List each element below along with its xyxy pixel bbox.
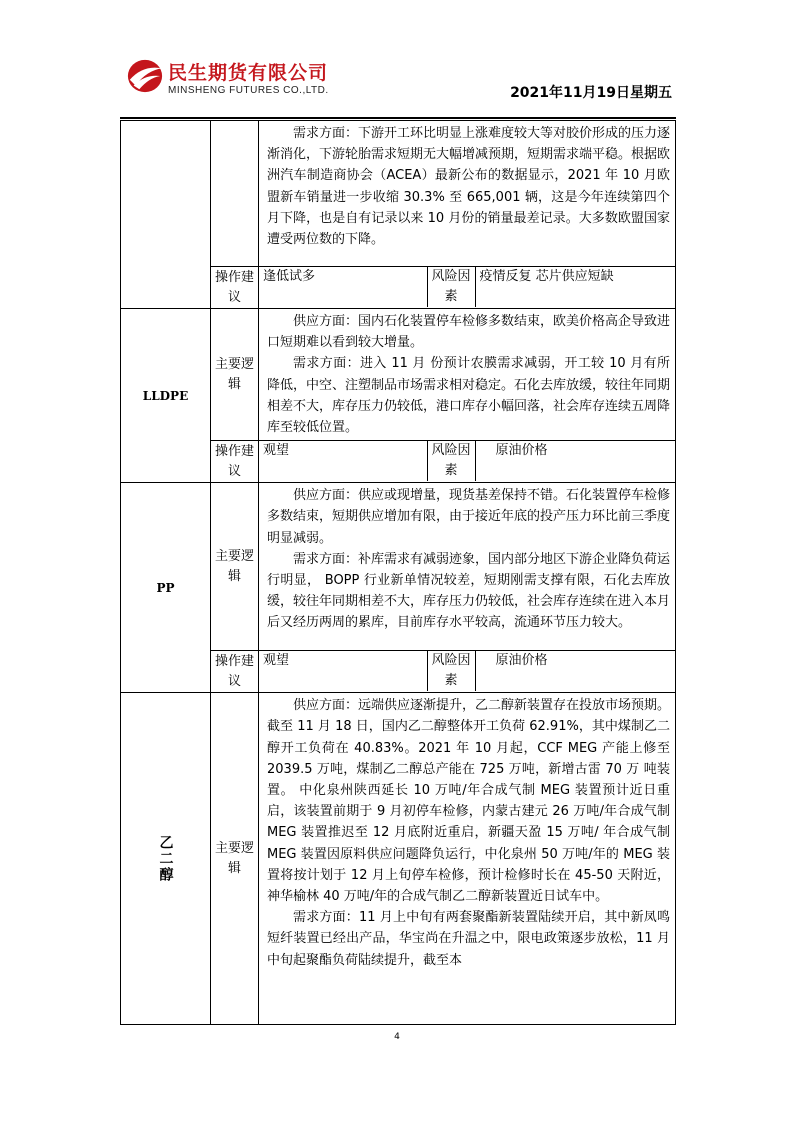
operation-label: 操作建议 [211,651,259,693]
advice-value: 逢低试多 [263,269,316,284]
table-row-lldpe-logic [121,309,676,441]
product-cell: PP [121,483,211,693]
table-row-meg-logic [121,693,676,1025]
risk-label: 风险因素 [427,267,475,307]
product-cell: LLDPE [121,309,211,483]
ops-subtable [259,441,675,481]
logic-paragraph: 供应方面：远端供应逐渐提升，乙二醇新装置存在投放市场预期。截至 11 月 18 日，国内乙二醇整体开工负荷 62.91%，其中煤制乙二醇开工负荷在 40.83%。2021 年 10 月起，CCF MEG 产能上修至 2039.5 万吨，煤制乙二醇总产能在 725 万吨，新增古雷 70 万 吨装置。 中化泉州陕西延长 10 万吨/年合成气制 MEG 装置预计近日重启，该装置前期于 9 月初停车检修，内蒙古建元 26 万吨/年合成气制 MEG 装置推迟至 12 月底附近重启，新疆天盈 15 万吨/ 年合成气制 MEG 装置因原料供应问题降负运行，中化泉州 50 万吨/年的 MEG 装置将按计划于 12 月上旬停车检修，预计检修时长在 45-50 天附近，神华榆林 40 万吨/年的合成气制乙二醇新装置近日试车中。 [267,698,671,905]
logic-label: 主要逻辑 [211,309,259,441]
product-cell [121,693,211,1025]
risk-label: 风险因素 [427,441,475,481]
logic-label: 主要逻辑 [211,693,259,1025]
logic-paragraph: 需求方面：补库需求有减弱迹象，国内部分地区下游企业降负荷运行明显， BOPP 行业新单情况较差，短期刚需支撑有限，石化去库放缓，较往年同期相差不大，库存压力仍较低，社会库存连续在进入本月后又经历两周的累库，目前库存水平较高，流通环节压力较大。 [267,551,671,631]
risk-value: 原油价格 [475,441,675,481]
logic-paragraph: 需求方面：11 月上中旬有两套聚酯新装置陆续开启，其中新凤鸣短纤装置已经出产品，华宝尚在升温之中，限电政策逐步放松，11 月中旬起聚酯负荷陆续提升，截至本 [267,910,670,968]
operation-label: 操作建议 [211,441,259,483]
minsheng-logo-icon [126,56,164,96]
logic-paragraph: 需求方面：下游开工环比明显上涨难度较大等对胶价形成的压力逐渐消化，下游轮胎需求短期无大幅增减预期，短期需求端平稳。根据欧洲汽车制造商协会（ACEA）最新公布的数据显示，2021 年 10 月欧盟新车销量进一步收缩 30.3% 至 665,001 辆，这是今年连续第四个月下降，也是自有记录以来 10 月份的销量最差记录。大多数欧盟国家遭受两位数的下降。 [267,126,671,248]
operation-label: 操作建议 [211,267,259,309]
logic-content [259,483,676,651]
advice-value: 观望 [263,653,290,669]
logic-paragraph: 需求方面：进入 11 月 份预计农膜需求减弱，开工较 10 月有所降低，中空、注塑制品市场需求相对稳定。石化去库放缓，较往年同期相差不大，库存压力仍较低，港口库存小幅回落，社会库存连续五周降库至较低位置。 [267,356,671,436]
logic-label: 主要逻辑 [211,483,259,651]
logic-paragraph: 供应方面：国内石化装置停车检修多数结束，欧美价格高企导致进口短期难以看到较大增量。 [267,314,671,351]
logic-label-cell [211,121,259,267]
risk-value: 原油价格 [475,651,675,691]
product-cell [121,121,211,309]
risk-label: 风险因素 [427,651,475,691]
ops-subtable [259,651,675,691]
product-name-vertical: 乙二醇 [157,834,174,883]
logic-content [259,121,676,267]
report-date: 2021年11月19日星期五 [510,85,672,101]
logic-content [259,309,676,441]
page-number: 4 [394,1032,400,1042]
company-name-cn: 民生期货有限公司 [168,62,329,84]
strategy-table [120,120,676,1025]
table-row-pp-logic [121,483,676,651]
company-name-en: MINSHENG FUTURES CO.,LTD. [168,85,329,96]
header-rule [120,117,676,119]
advice-value: 观望 [263,443,290,459]
table-row-rubber-logic [121,121,676,267]
company-logo [126,56,366,100]
ops-subtable [259,267,675,307]
logic-paragraph: 供应方面：供应或现增量，现货基差保持不错。石化装置停车检修多数结束，短期供应增加有限，由于接近年底的投产压力环比前三季度明显减弱。 [267,488,671,546]
risk-value: 疫情反复 芯片供应短缺 [475,267,675,307]
logic-content [259,693,676,1025]
